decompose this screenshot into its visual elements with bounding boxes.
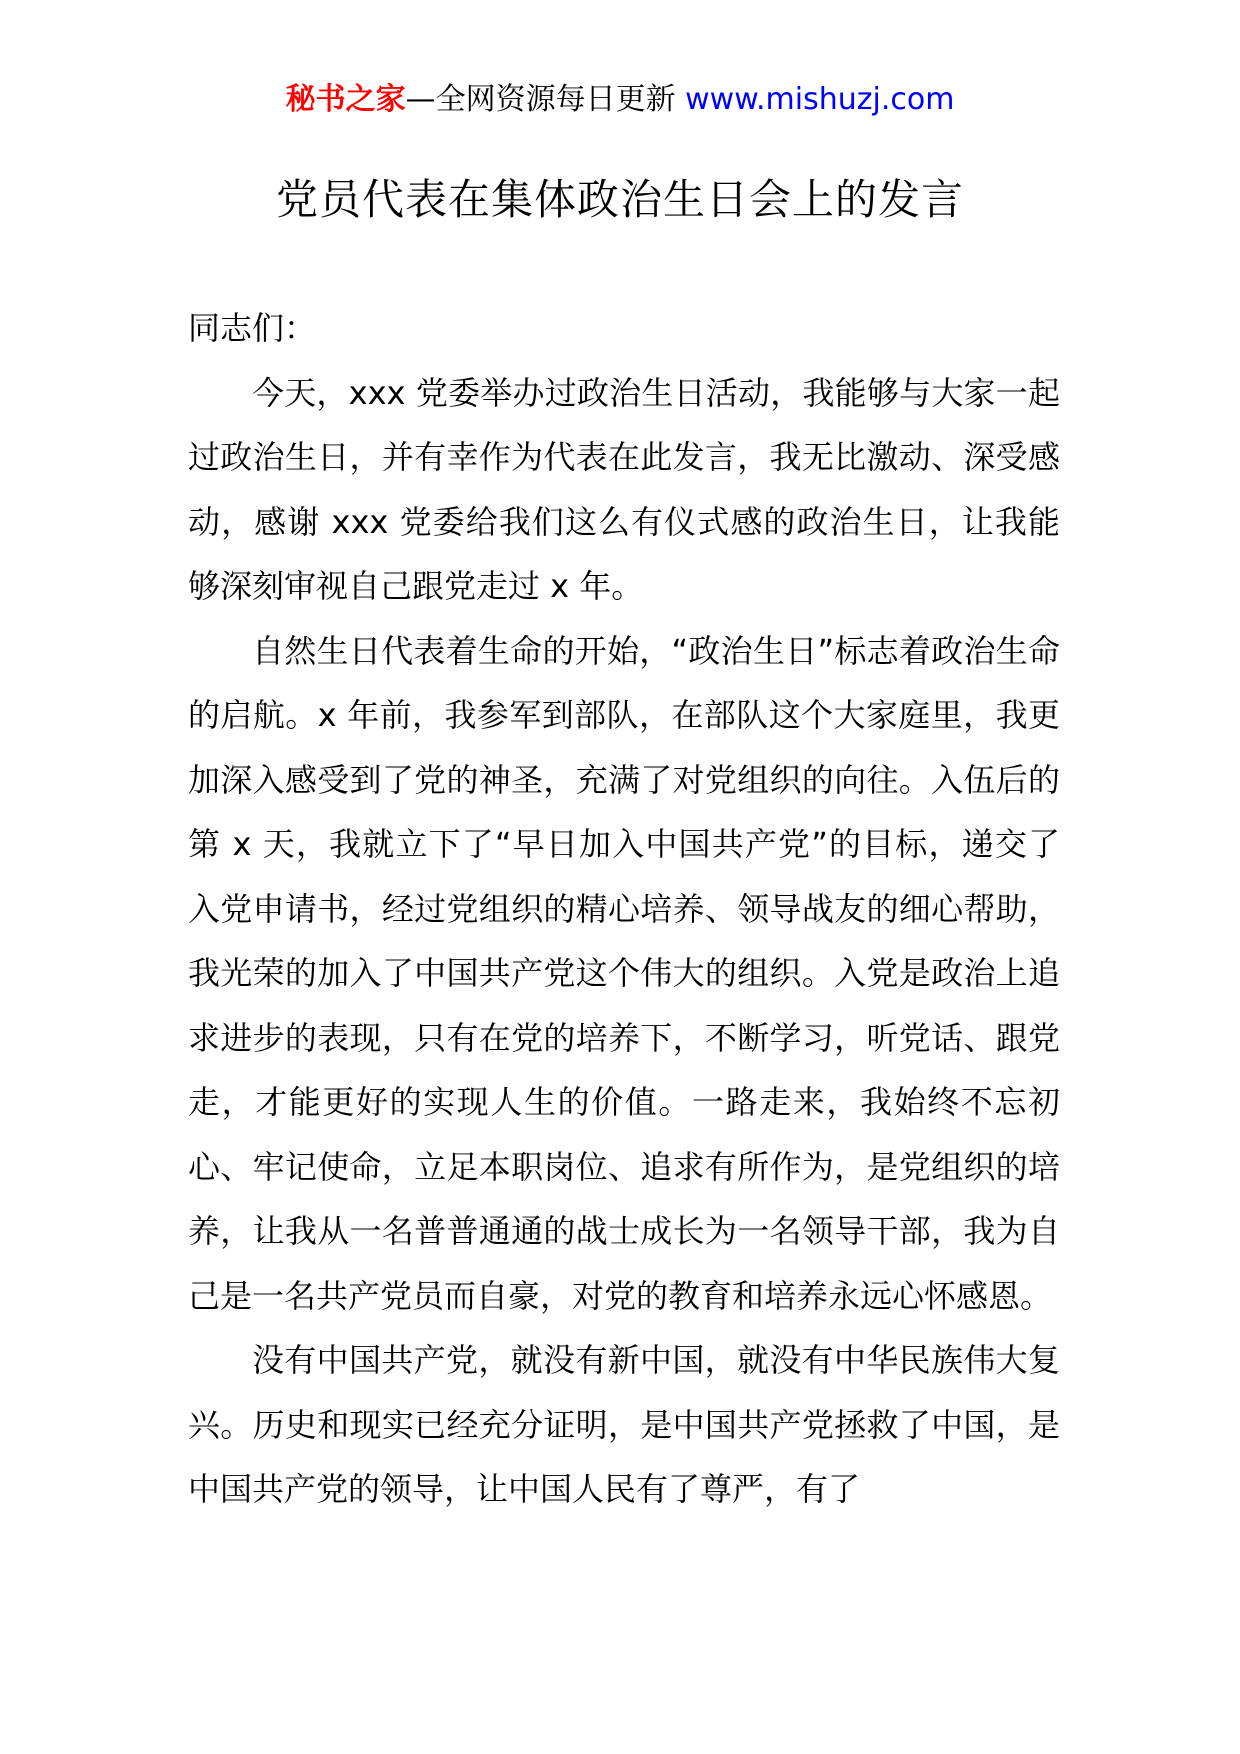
document-title: 党员代表在集体政治生日会上的发言 xyxy=(275,175,964,224)
site-header xyxy=(0,78,1240,122)
salutation: 同志们： xyxy=(188,309,317,347)
paragraph-2: 自然生日代表着生命的开始，“政治生日”标志着政治生命的启航。x 年前，我参军到部队，在部队这个大家庭里，我更加深入感受到了党的神圣，充满了对党组织的向往。入伍后的第 x 天，我就立下了“早日加入中国共产党”的目标，递交了入党申请书，经过党组织的精心培养、领导战友的细心帮助，我光荣的加入了中国共产党这个伟大的组织。入党是政治上追求进步的表现，只有在党的培养下，不断学习，听党话、跟党走，才能更好的实现人生的价值。一路走来，我始终不忘初心、牢记使命，立足本职岗位、追求有所作为，是党组织的培养，让我从一名普普通通的战士成长为一名领导干部，我为自己是一名共产党员而自豪，对党的教育和培养永远心怀感恩。 xyxy=(188,631,1060,1315)
paragraph-3: 没有中国共产党，就没有新中国，就没有中华民族伟大复兴。历史和现实已经充分证明，是中国共产党拯救了中国，是中国共产党的领导，让中国人民有了尊严，有了 xyxy=(188,1341,1060,1508)
site-tagline: —全网资源每日更新 xyxy=(405,82,686,117)
paragraph-1: 今天，xxx 党委举办过政治生日活动，我能够与大家一起过政治生日，并有幸作为代表在此发言，我无比激动、深受感动，感谢 xxx 党委给我们这么有仪式感的政治生日，让我能够深刻审视自己跟党走过 x 年。 xyxy=(188,373,1060,605)
document-body xyxy=(188,296,1060,1522)
site-url-link[interactable]: www.mishuzj.com xyxy=(685,82,955,117)
site-brand: 秘书之家 xyxy=(285,82,406,117)
